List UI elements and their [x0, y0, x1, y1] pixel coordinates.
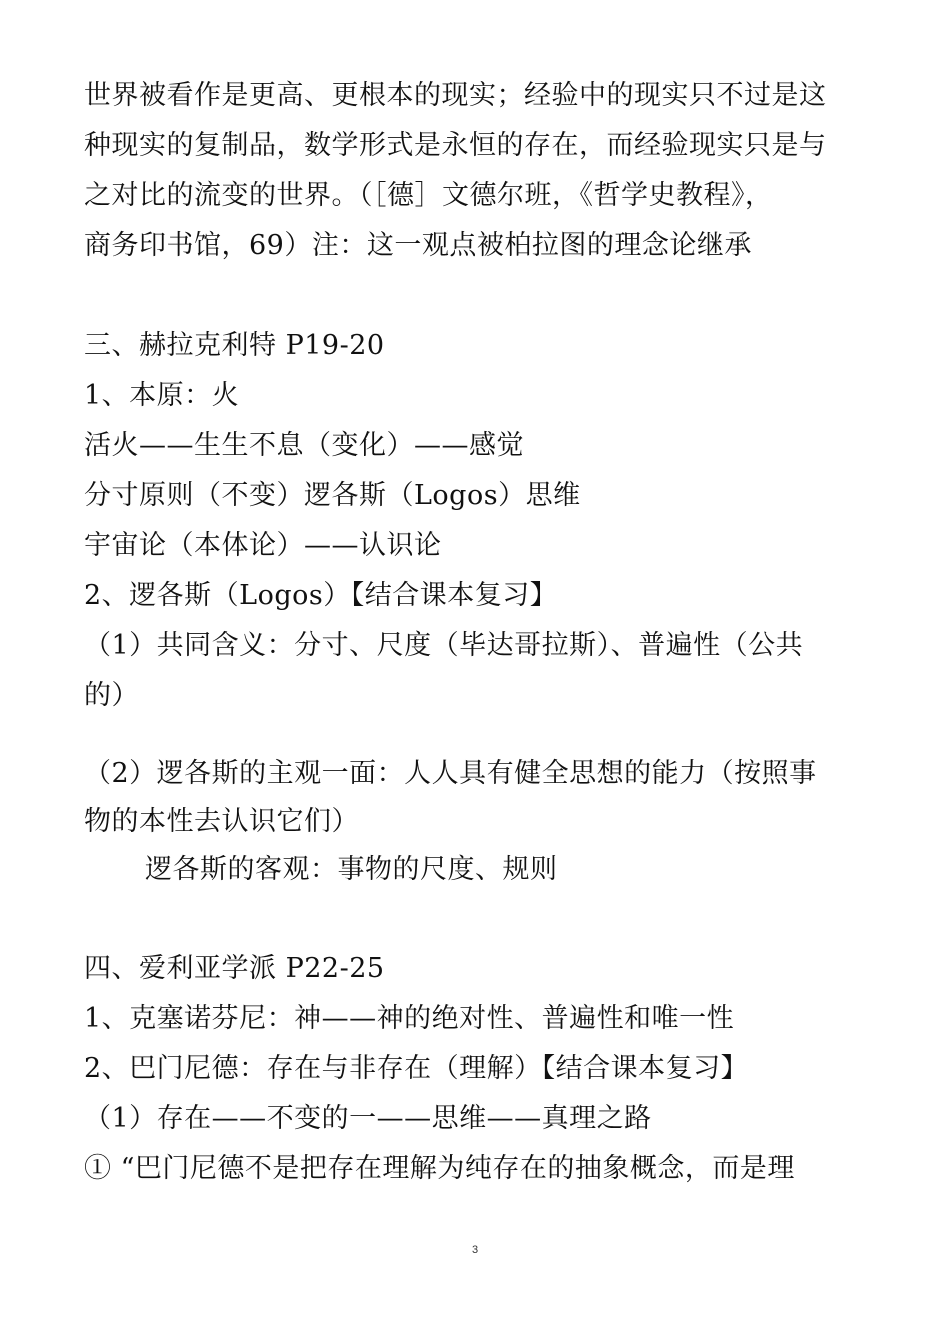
text-line: （1）存在——不变的一——思维——真理之路 — [84, 1103, 652, 1134]
text-line: 2、巴门尼德：存在与非存在（理解）【结合课本复习】 — [84, 1053, 749, 1084]
text-line: 活火——生生不息（变化）——感觉 — [84, 430, 524, 461]
text-line: 2、逻各斯（Logos）【结合课本复习】 — [84, 580, 558, 611]
text-line: 物的本性去认识它们） — [84, 806, 359, 837]
text-line: 1、克塞诺芬尼：神——神的绝对性、普遍性和唯一性 — [84, 1003, 735, 1034]
page-number: 3 — [471, 1244, 479, 1256]
text-line: （1）共同含义：分寸、尺度（毕达哥拉斯）、普遍性（公共 — [84, 630, 804, 661]
section-heading: 四、爱利亚学派 P22-25 — [84, 953, 385, 984]
text-line: 逻各斯的客观：事物的尺度、规则 — [145, 854, 558, 885]
text-line: 宇宙论（本体论）——认识论 — [84, 530, 442, 561]
text-line: 分寸原则（不变）逻各斯（Logos）思维 — [84, 480, 581, 511]
text-line: 商务印书馆，69）注：这一观点被柏拉图的理念论继承 — [84, 230, 752, 261]
text-line: ① “巴门尼德不是把存在理解为纯存在的抽象概念，而是理 — [84, 1153, 795, 1184]
text-line: 世界被看作是更高、更根本的现实；经验中的现实只不过是这 — [84, 80, 827, 111]
text-line: 之对比的流变的世界。（［德］文德尔班，《哲学史教程》， — [84, 180, 773, 211]
section-heading: 三、赫拉克利特 P19-20 — [84, 330, 385, 361]
text-line: 种现实的复制品，数学形式是永恒的存在，而经验现实只是与 — [84, 130, 827, 161]
text-line: 1、本原：火 — [84, 380, 240, 411]
text-line: 的） — [84, 680, 139, 711]
text-line: （2）逻各斯的主观一面：人人具有健全思想的能力（按照事 — [84, 758, 817, 789]
